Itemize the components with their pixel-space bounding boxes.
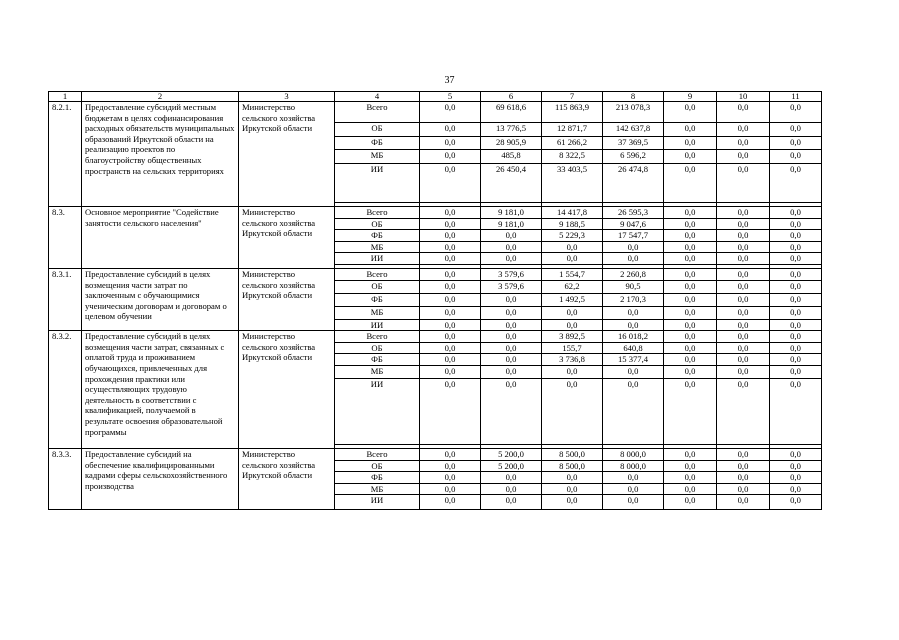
- funding-value: 0,0: [770, 241, 822, 253]
- funding-value: 0,0: [664, 331, 717, 343]
- funding-value: 0,0: [664, 241, 717, 253]
- funding-value: 0,0: [542, 472, 603, 484]
- funding-source: МБ: [335, 306, 420, 319]
- funding-value: 0,0: [664, 378, 717, 444]
- column-header: 2: [82, 92, 239, 102]
- funding-value: 69 618,6: [481, 102, 542, 123]
- column-header: 11: [770, 92, 822, 102]
- funding-value: 8 500,0: [542, 448, 603, 460]
- funding-source: Всего: [335, 102, 420, 123]
- funding-value: 37 369,5: [603, 137, 664, 150]
- funding-value: 0,0: [481, 483, 542, 495]
- funding-value: 0,0: [717, 293, 770, 306]
- table-row: [49, 268, 822, 280]
- funding-source: ОБ: [335, 280, 420, 293]
- funding-value: 0,0: [664, 342, 717, 354]
- funding-value: 0,0: [770, 280, 822, 293]
- item-code: 8.3.2.: [49, 331, 82, 449]
- funding-value: 61 266,2: [542, 137, 603, 150]
- funding-value: 9 181,0: [481, 218, 542, 230]
- funding-value: 213 078,3: [603, 102, 664, 123]
- funding-value: 0,0: [664, 164, 717, 203]
- column-header: 7: [542, 92, 603, 102]
- funding-value: 0,0: [420, 123, 481, 137]
- funding-value: 0,0: [420, 280, 481, 293]
- funding-value: 62,2: [542, 280, 603, 293]
- funding-value: 115 863,9: [542, 102, 603, 123]
- column-header: 6: [481, 92, 542, 102]
- item-description: Предоставление субсидий местным бюджетам в целях софинансирования расходных обязательств муниципальных образований Иркутской области на реализацию проектов по благоустройству общественных пространств на сельских территориях: [82, 102, 239, 207]
- funding-value: 0,0: [717, 365, 770, 378]
- funding-value: 0,0: [717, 331, 770, 343]
- funding-value: 26 595,3: [603, 207, 664, 219]
- funding-value: 9 188,5: [542, 218, 603, 230]
- funding-value: 0,0: [770, 460, 822, 472]
- funding-value: 0,0: [481, 354, 542, 366]
- column-number-row: [49, 92, 822, 102]
- funding-value: 5 200,0: [481, 448, 542, 460]
- funding-value: 0,0: [717, 164, 770, 203]
- item-description: Основное мероприятие "Содействие занятости сельского населения": [82, 207, 239, 269]
- funding-value: 0,0: [481, 241, 542, 253]
- column-header: 3: [239, 92, 335, 102]
- funding-value: 0,0: [481, 472, 542, 484]
- item-executor: Министерство сельского хозяйства Иркутской области: [239, 331, 335, 449]
- funding-value: 0,0: [770, 218, 822, 230]
- funding-value: 0,0: [770, 164, 822, 203]
- funding-value: 485,8: [481, 150, 542, 164]
- funding-value: 0,0: [481, 331, 542, 343]
- item-description: Предоставление субсидий на обеспечение квалифицированными кадрами сферы сельскохозяйственного производства: [82, 448, 239, 509]
- funding-value: 0,0: [664, 319, 717, 331]
- funding-source: ИИ: [335, 495, 420, 510]
- funding-value: 3 736,8: [542, 354, 603, 366]
- funding-value: 0,0: [664, 483, 717, 495]
- funding-value: 0,0: [603, 378, 664, 444]
- funding-value: 0,0: [770, 365, 822, 378]
- funding-value: 28 905,9: [481, 137, 542, 150]
- item-executor: Министерство сельского хозяйства Иркутской области: [239, 102, 335, 207]
- funding-value: 0,0: [717, 495, 770, 510]
- funding-value: 0,0: [542, 319, 603, 331]
- funding-value: 5 229,3: [542, 230, 603, 242]
- funding-value: 0,0: [664, 102, 717, 123]
- funding-value: 0,0: [770, 354, 822, 366]
- funding-value: 0,0: [717, 319, 770, 331]
- funding-value: 17 547,7: [603, 230, 664, 242]
- funding-value: 640,8: [603, 342, 664, 354]
- funding-value: 0,0: [420, 207, 481, 219]
- funding-value: 0,0: [717, 137, 770, 150]
- funding-value: 0,0: [770, 448, 822, 460]
- funding-value: 12 871,7: [542, 123, 603, 137]
- funding-value: 0,0: [664, 123, 717, 137]
- funding-value: 8 000,0: [603, 460, 664, 472]
- column-header: 1: [49, 92, 82, 102]
- funding-source: ИИ: [335, 378, 420, 444]
- funding-value: 0,0: [481, 293, 542, 306]
- funding-value: 0,0: [603, 241, 664, 253]
- funding-source: ИИ: [335, 253, 420, 265]
- funding-source: ОБ: [335, 342, 420, 354]
- funding-value: 0,0: [420, 342, 481, 354]
- table-row: [49, 207, 822, 219]
- funding-value: 0,0: [420, 354, 481, 366]
- funding-value: 0,0: [717, 448, 770, 460]
- funding-value: 13 776,5: [481, 123, 542, 137]
- funding-value: 8 322,5: [542, 150, 603, 164]
- funding-value: 0,0: [420, 495, 481, 510]
- funding-value: 0,0: [770, 268, 822, 280]
- funding-value: 0,0: [770, 342, 822, 354]
- funding-value: 2 170,3: [603, 293, 664, 306]
- funding-value: 155,7: [542, 342, 603, 354]
- funding-value: 14 417,8: [542, 207, 603, 219]
- funding-value: 0,0: [481, 495, 542, 510]
- column-header: 10: [717, 92, 770, 102]
- funding-value: 0,0: [717, 123, 770, 137]
- funding-value: 0,0: [481, 230, 542, 242]
- column-header: 4: [335, 92, 420, 102]
- funding-source: Всего: [335, 207, 420, 219]
- funding-value: 0,0: [542, 378, 603, 444]
- item-executor: Министерство сельского хозяйства Иркутской области: [239, 448, 335, 509]
- funding-value: 0,0: [770, 207, 822, 219]
- funding-value: 0,0: [603, 319, 664, 331]
- funding-value: 0,0: [664, 253, 717, 265]
- funding-value: 3 579,6: [481, 280, 542, 293]
- funding-value: 142 637,8: [603, 123, 664, 137]
- item-code: 8.3.3.: [49, 448, 82, 509]
- funding-source: ФБ: [335, 354, 420, 366]
- funding-value: 0,0: [603, 306, 664, 319]
- funding-value: 0,0: [420, 137, 481, 150]
- funding-source: ОБ: [335, 123, 420, 137]
- funding-value: 1 492,5: [542, 293, 603, 306]
- funding-value: 0,0: [603, 495, 664, 510]
- funding-value: 0,0: [717, 150, 770, 164]
- funding-value: 0,0: [717, 483, 770, 495]
- funding-source: ФБ: [335, 230, 420, 242]
- funding-source: МБ: [335, 241, 420, 253]
- item-executor: Министерство сельского хозяйства Иркутской области: [239, 268, 335, 330]
- funding-value: 0,0: [664, 137, 717, 150]
- funding-source: МБ: [335, 483, 420, 495]
- funding-value: 0,0: [717, 218, 770, 230]
- funding-value: 0,0: [664, 218, 717, 230]
- funding-value: 0,0: [420, 241, 481, 253]
- funding-value: 0,0: [481, 319, 542, 331]
- funding-value: 9 181,0: [481, 207, 542, 219]
- funding-value: 0,0: [420, 306, 481, 319]
- item-code: 8.2.1.: [49, 102, 82, 207]
- funding-value: 0,0: [717, 207, 770, 219]
- funding-source: ОБ: [335, 218, 420, 230]
- funding-value: 0,0: [420, 460, 481, 472]
- funding-value: 5 200,0: [481, 460, 542, 472]
- funding-value: 0,0: [420, 164, 481, 203]
- funding-value: 0,0: [542, 483, 603, 495]
- page-number: 37: [444, 75, 455, 86]
- funding-value: 0,0: [770, 150, 822, 164]
- funding-value: 0,0: [717, 342, 770, 354]
- funding-source: Всего: [335, 331, 420, 343]
- table-row: [49, 448, 822, 460]
- funding-value: 0,0: [603, 483, 664, 495]
- funding-table: [48, 91, 822, 510]
- funding-value: 15 377,4: [603, 354, 664, 366]
- funding-value: 0,0: [664, 207, 717, 219]
- funding-value: 0,0: [481, 342, 542, 354]
- funding-value: 0,0: [717, 230, 770, 242]
- funding-value: 0,0: [717, 472, 770, 484]
- funding-value: 0,0: [420, 230, 481, 242]
- funding-value: 0,0: [664, 293, 717, 306]
- funding-value: 6 596,2: [603, 150, 664, 164]
- funding-value: 0,0: [664, 280, 717, 293]
- funding-value: 0,0: [770, 102, 822, 123]
- funding-value: 0,0: [420, 472, 481, 484]
- funding-value: 0,0: [420, 378, 481, 444]
- table-row: [49, 102, 822, 123]
- funding-source: МБ: [335, 365, 420, 378]
- funding-value: 16 018,2: [603, 331, 664, 343]
- funding-value: 0,0: [664, 306, 717, 319]
- funding-source: ИИ: [335, 164, 420, 203]
- funding-value: 0,0: [481, 306, 542, 319]
- funding-value: 0,0: [603, 253, 664, 265]
- item-description: Предоставление субсидий в целях возмещения части затрат, связанных с оплатой труда и проживанием обучающихся, привлеченных для прохождения практики или осуществляющих трудовую деятельность в соответствии с квалификацией, получаемой в результате освоения образовательной программы: [82, 331, 239, 449]
- funding-value: 0,0: [481, 365, 542, 378]
- funding-value: 0,0: [603, 365, 664, 378]
- funding-value: 26 474,8: [603, 164, 664, 203]
- funding-value: 0,0: [770, 319, 822, 331]
- funding-value: 90,5: [603, 280, 664, 293]
- funding-value: 0,0: [770, 378, 822, 444]
- funding-value: 0,0: [664, 230, 717, 242]
- funding-value: 0,0: [770, 483, 822, 495]
- funding-value: 3 579,6: [481, 268, 542, 280]
- funding-value: 0,0: [770, 472, 822, 484]
- funding-value: 0,0: [542, 495, 603, 510]
- funding-value: 0,0: [664, 268, 717, 280]
- funding-value: 3 892,5: [542, 331, 603, 343]
- column-header: 9: [664, 92, 717, 102]
- funding-source: Всего: [335, 268, 420, 280]
- funding-source: ФБ: [335, 472, 420, 484]
- funding-value: 0,0: [420, 331, 481, 343]
- column-header: 8: [603, 92, 664, 102]
- funding-value: 0,0: [664, 448, 717, 460]
- funding-value: 33 403,5: [542, 164, 603, 203]
- funding-value: 0,0: [770, 331, 822, 343]
- funding-value: 0,0: [420, 319, 481, 331]
- funding-value: 0,0: [542, 365, 603, 378]
- funding-value: 0,0: [664, 495, 717, 510]
- funding-value: 0,0: [420, 448, 481, 460]
- funding-value: 0,0: [664, 354, 717, 366]
- funding-value: 0,0: [420, 253, 481, 265]
- funding-value: 0,0: [481, 253, 542, 265]
- funding-value: 9 047,6: [603, 218, 664, 230]
- funding-value: 0,0: [542, 241, 603, 253]
- item-description: Предоставление субсидий в целях возмещения части затрат по заключенным с обучающимися ученическим договорам и договорам о целевом обучении: [82, 268, 239, 330]
- funding-value: 1 554,7: [542, 268, 603, 280]
- funding-value: 0,0: [770, 123, 822, 137]
- funding-value: 0,0: [717, 306, 770, 319]
- funding-value: 0,0: [717, 253, 770, 265]
- table-body: [49, 102, 822, 510]
- funding-value: 0,0: [420, 365, 481, 378]
- table-row: [49, 331, 822, 343]
- funding-value: 0,0: [770, 306, 822, 319]
- funding-value: 2 260,8: [603, 268, 664, 280]
- funding-source: МБ: [335, 150, 420, 164]
- funding-value: 0,0: [770, 495, 822, 510]
- funding-value: 0,0: [664, 365, 717, 378]
- funding-value: 0,0: [664, 150, 717, 164]
- funding-value: 0,0: [770, 253, 822, 265]
- funding-value: 0,0: [481, 378, 542, 444]
- funding-value: 0,0: [420, 150, 481, 164]
- funding-value: 0,0: [770, 230, 822, 242]
- item-code: 8.3.1.: [49, 268, 82, 330]
- item-code: 8.3.: [49, 207, 82, 269]
- funding-source: ФБ: [335, 137, 420, 150]
- funding-value: 0,0: [717, 241, 770, 253]
- funding-value: 0,0: [420, 293, 481, 306]
- funding-value: 0,0: [420, 483, 481, 495]
- funding-source: Всего: [335, 448, 420, 460]
- funding-value: 0,0: [420, 218, 481, 230]
- funding-value: 0,0: [603, 472, 664, 484]
- funding-value: 0,0: [717, 268, 770, 280]
- funding-value: 8 500,0: [542, 460, 603, 472]
- funding-value: 0,0: [717, 460, 770, 472]
- item-executor: Министерство сельского хозяйства Иркутской области: [239, 207, 335, 269]
- funding-value: 0,0: [770, 137, 822, 150]
- funding-value: 0,0: [664, 472, 717, 484]
- funding-value: 8 000,0: [603, 448, 664, 460]
- funding-value: 0,0: [717, 354, 770, 366]
- funding-value: 0,0: [542, 306, 603, 319]
- funding-value: 0,0: [542, 253, 603, 265]
- funding-value: 0,0: [420, 268, 481, 280]
- column-header: 5: [420, 92, 481, 102]
- funding-value: 0,0: [717, 102, 770, 123]
- funding-value: 0,0: [717, 280, 770, 293]
- funding-source: ИИ: [335, 319, 420, 331]
- funding-value: 26 450,4: [481, 164, 542, 203]
- funding-value: 0,0: [420, 102, 481, 123]
- funding-value: 0,0: [770, 293, 822, 306]
- funding-source: ОБ: [335, 460, 420, 472]
- funding-value: 0,0: [664, 460, 717, 472]
- funding-value: 0,0: [717, 378, 770, 444]
- funding-source: ФБ: [335, 293, 420, 306]
